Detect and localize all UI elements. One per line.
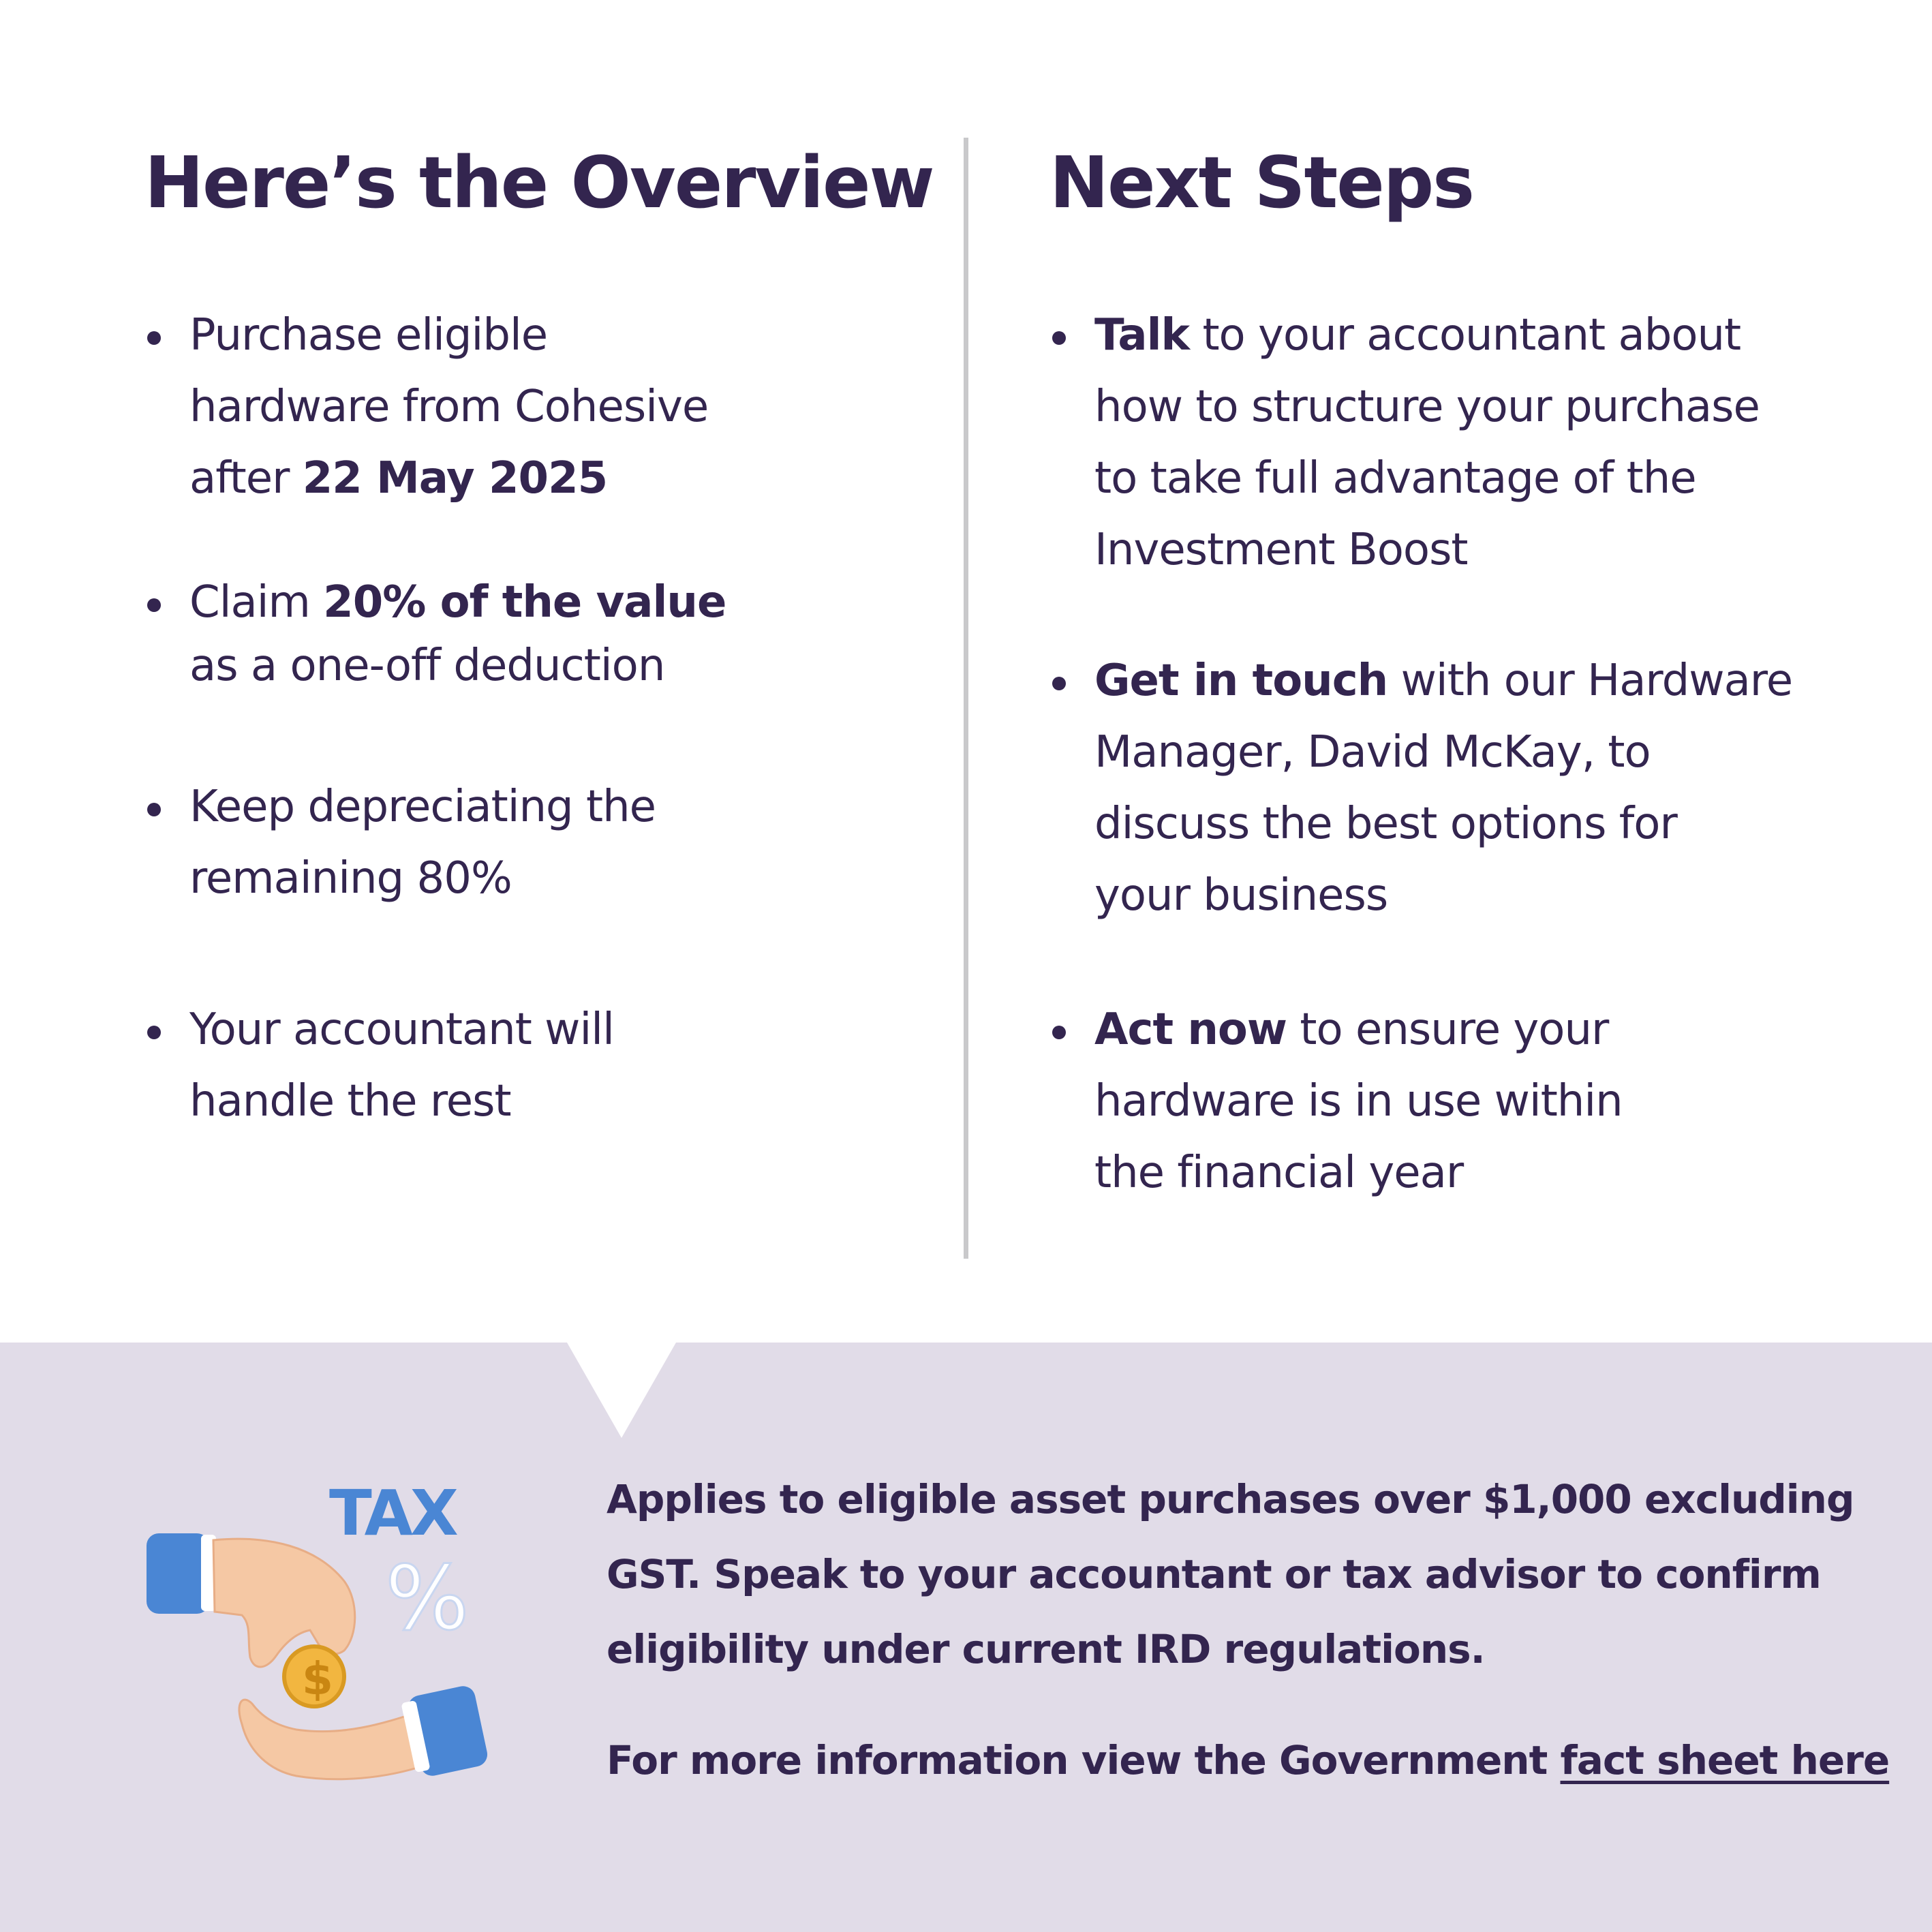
bullet-text: handle the rest bbox=[189, 1076, 511, 1126]
more-info-line bbox=[607, 1723, 1889, 1798]
next-steps-heading: Next Steps bbox=[1049, 141, 1474, 224]
talk-emphasis: Talk bbox=[1094, 310, 1190, 361]
bullet-text: after bbox=[189, 453, 303, 504]
bullet-text: with our Hardware bbox=[1387, 656, 1793, 706]
disclaimer-line: Applies to eligible asset purchases over $1,000 excluding bbox=[607, 1476, 1854, 1522]
bullet-text: Manager, David McKay, to bbox=[1094, 727, 1651, 778]
bullet-text: Purchase eligible bbox=[189, 310, 548, 361]
bullet-dot bbox=[1052, 331, 1066, 345]
bullet-text: Claim bbox=[189, 577, 324, 628]
eligibility-disclaimer bbox=[607, 1462, 1854, 1687]
disclaimer-line: GST. Speak to your accountant or tax advisor to confirm bbox=[607, 1551, 1821, 1597]
claim-percent-emphasis: 20% of the value bbox=[323, 577, 726, 628]
bullet-text: Investment Boost bbox=[1094, 525, 1468, 575]
act-now-emphasis: Act now bbox=[1094, 1005, 1287, 1055]
speech-notch bbox=[567, 1343, 676, 1438]
dollar-icon: $ bbox=[302, 1653, 333, 1705]
bullet-text: discuss the best options for bbox=[1094, 799, 1677, 849]
tax-label: TAX bbox=[329, 1477, 456, 1550]
bullet-text: as a one-off deduction bbox=[189, 641, 665, 691]
overview-heading: Here’s the Overview bbox=[144, 141, 934, 224]
fact-sheet-link[interactable]: fact sheet here bbox=[1560, 1737, 1890, 1783]
bullet-text: remaining 80% bbox=[189, 853, 512, 904]
bullet-text: your business bbox=[1094, 870, 1388, 921]
bullet-text: to your accountant about bbox=[1189, 310, 1741, 361]
disclaimer-line: eligibility under current IRD regulations. bbox=[607, 1626, 1485, 1672]
bullet-dot bbox=[147, 331, 161, 345]
bullet-text: hardware is in use within bbox=[1094, 1076, 1623, 1126]
percent-icon: % bbox=[385, 1546, 470, 1650]
tax-hands-illustration bbox=[140, 1472, 494, 1785]
column-divider bbox=[964, 138, 968, 1259]
bullet-dot bbox=[147, 1026, 161, 1039]
upper-sleeve bbox=[147, 1533, 209, 1614]
bullet-dot bbox=[1052, 677, 1066, 690]
bullet-text: the financial year bbox=[1094, 1148, 1464, 1198]
bullet-dot bbox=[147, 803, 161, 816]
bullet-text: hardware from Cohesive bbox=[189, 382, 709, 432]
bullet-text: Keep depreciating the bbox=[189, 782, 656, 832]
purchase-date-emphasis: 22 May 2025 bbox=[302, 453, 608, 504]
get-in-touch-emphasis: Get in touch bbox=[1094, 656, 1388, 706]
bullet-text: Your accountant will bbox=[189, 1005, 614, 1055]
upper-hand bbox=[213, 1539, 355, 1667]
bullet-dot bbox=[147, 598, 161, 612]
bullet-text: to ensure your bbox=[1287, 1005, 1609, 1055]
bullet-text: to take full advantage of the bbox=[1094, 453, 1696, 504]
lower-hand bbox=[239, 1700, 426, 1779]
more-info-text: For more information view the Government bbox=[607, 1737, 1561, 1783]
bullet-text: how to structure your purchase bbox=[1094, 382, 1760, 432]
bullet-dot bbox=[1052, 1026, 1066, 1039]
